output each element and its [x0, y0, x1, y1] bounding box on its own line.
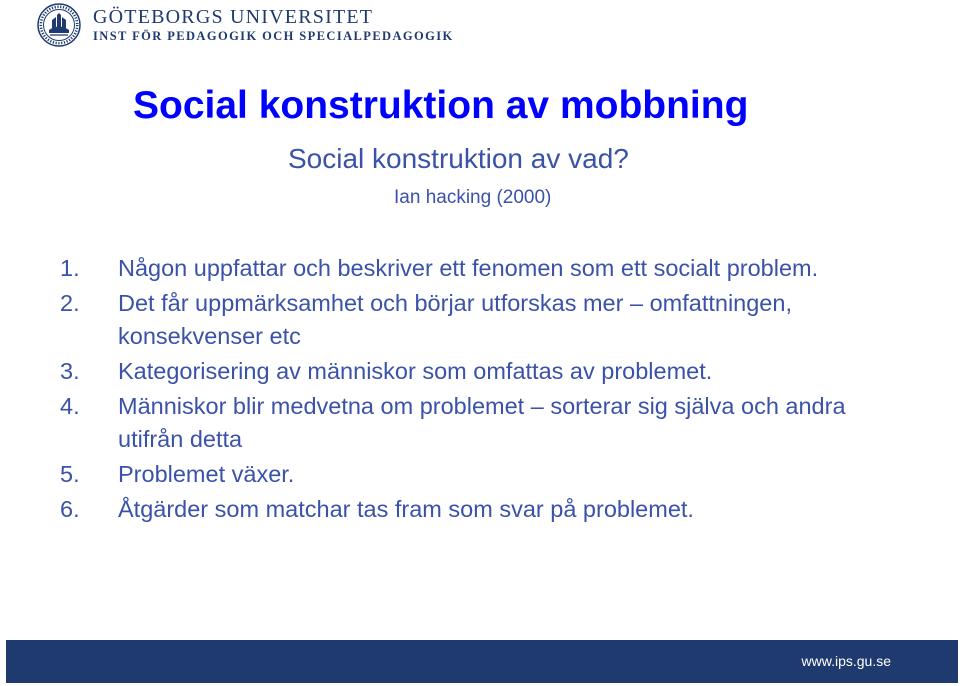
list-item-number: 3.	[60, 358, 80, 384]
numbered-list	[60, 252, 910, 528]
list-item-text: Åtgärder som matchar tas fram som svar på problemet.	[118, 496, 694, 522]
citation: Ian hacking (2000)	[394, 187, 552, 208]
list-item-number: 5.	[60, 461, 80, 487]
footer-url-link[interactable]: www.ips.gu.se	[801, 653, 891, 669]
list-item-text: Någon uppfattar och beskriver ett fenomen som ett socialt problem.	[118, 255, 819, 281]
list-item-text: Människor blir medvetna om problemet – sorterar sig själva och andra utifrån detta	[118, 393, 846, 452]
list-item	[60, 493, 910, 526]
list-item	[60, 458, 910, 491]
department-name: INST FÖR PEDAGOGIK OCH SPECIALPEDAGOGIK	[93, 29, 454, 43]
university-seal-icon	[37, 3, 81, 47]
list-item-text: Problemet växer.	[118, 461, 295, 487]
list-item-text: Kategorisering av människor som omfattas av problemet.	[118, 358, 713, 384]
list-item	[60, 355, 910, 388]
list-item-number: 6.	[60, 496, 80, 522]
list-item	[60, 252, 910, 285]
list-item-number: 2.	[60, 290, 80, 316]
slide-subtitle: Social konstruktion av vad?	[288, 143, 629, 174]
university-name: GÖTEBORGS UNIVERSITET	[93, 6, 374, 28]
list-item-number: 4.	[60, 393, 80, 419]
slide-title: Social konstruktion av mobbning	[133, 84, 749, 127]
header	[37, 3, 537, 47]
list-item-text: Det får uppmärksamhet och börjar utforskas mer – omfattningen, konsekvenser etc	[118, 290, 792, 349]
list-item-number: 1.	[60, 255, 80, 281]
footer-bar	[6, 640, 958, 683]
list-item	[60, 390, 910, 456]
list-item	[60, 287, 910, 353]
